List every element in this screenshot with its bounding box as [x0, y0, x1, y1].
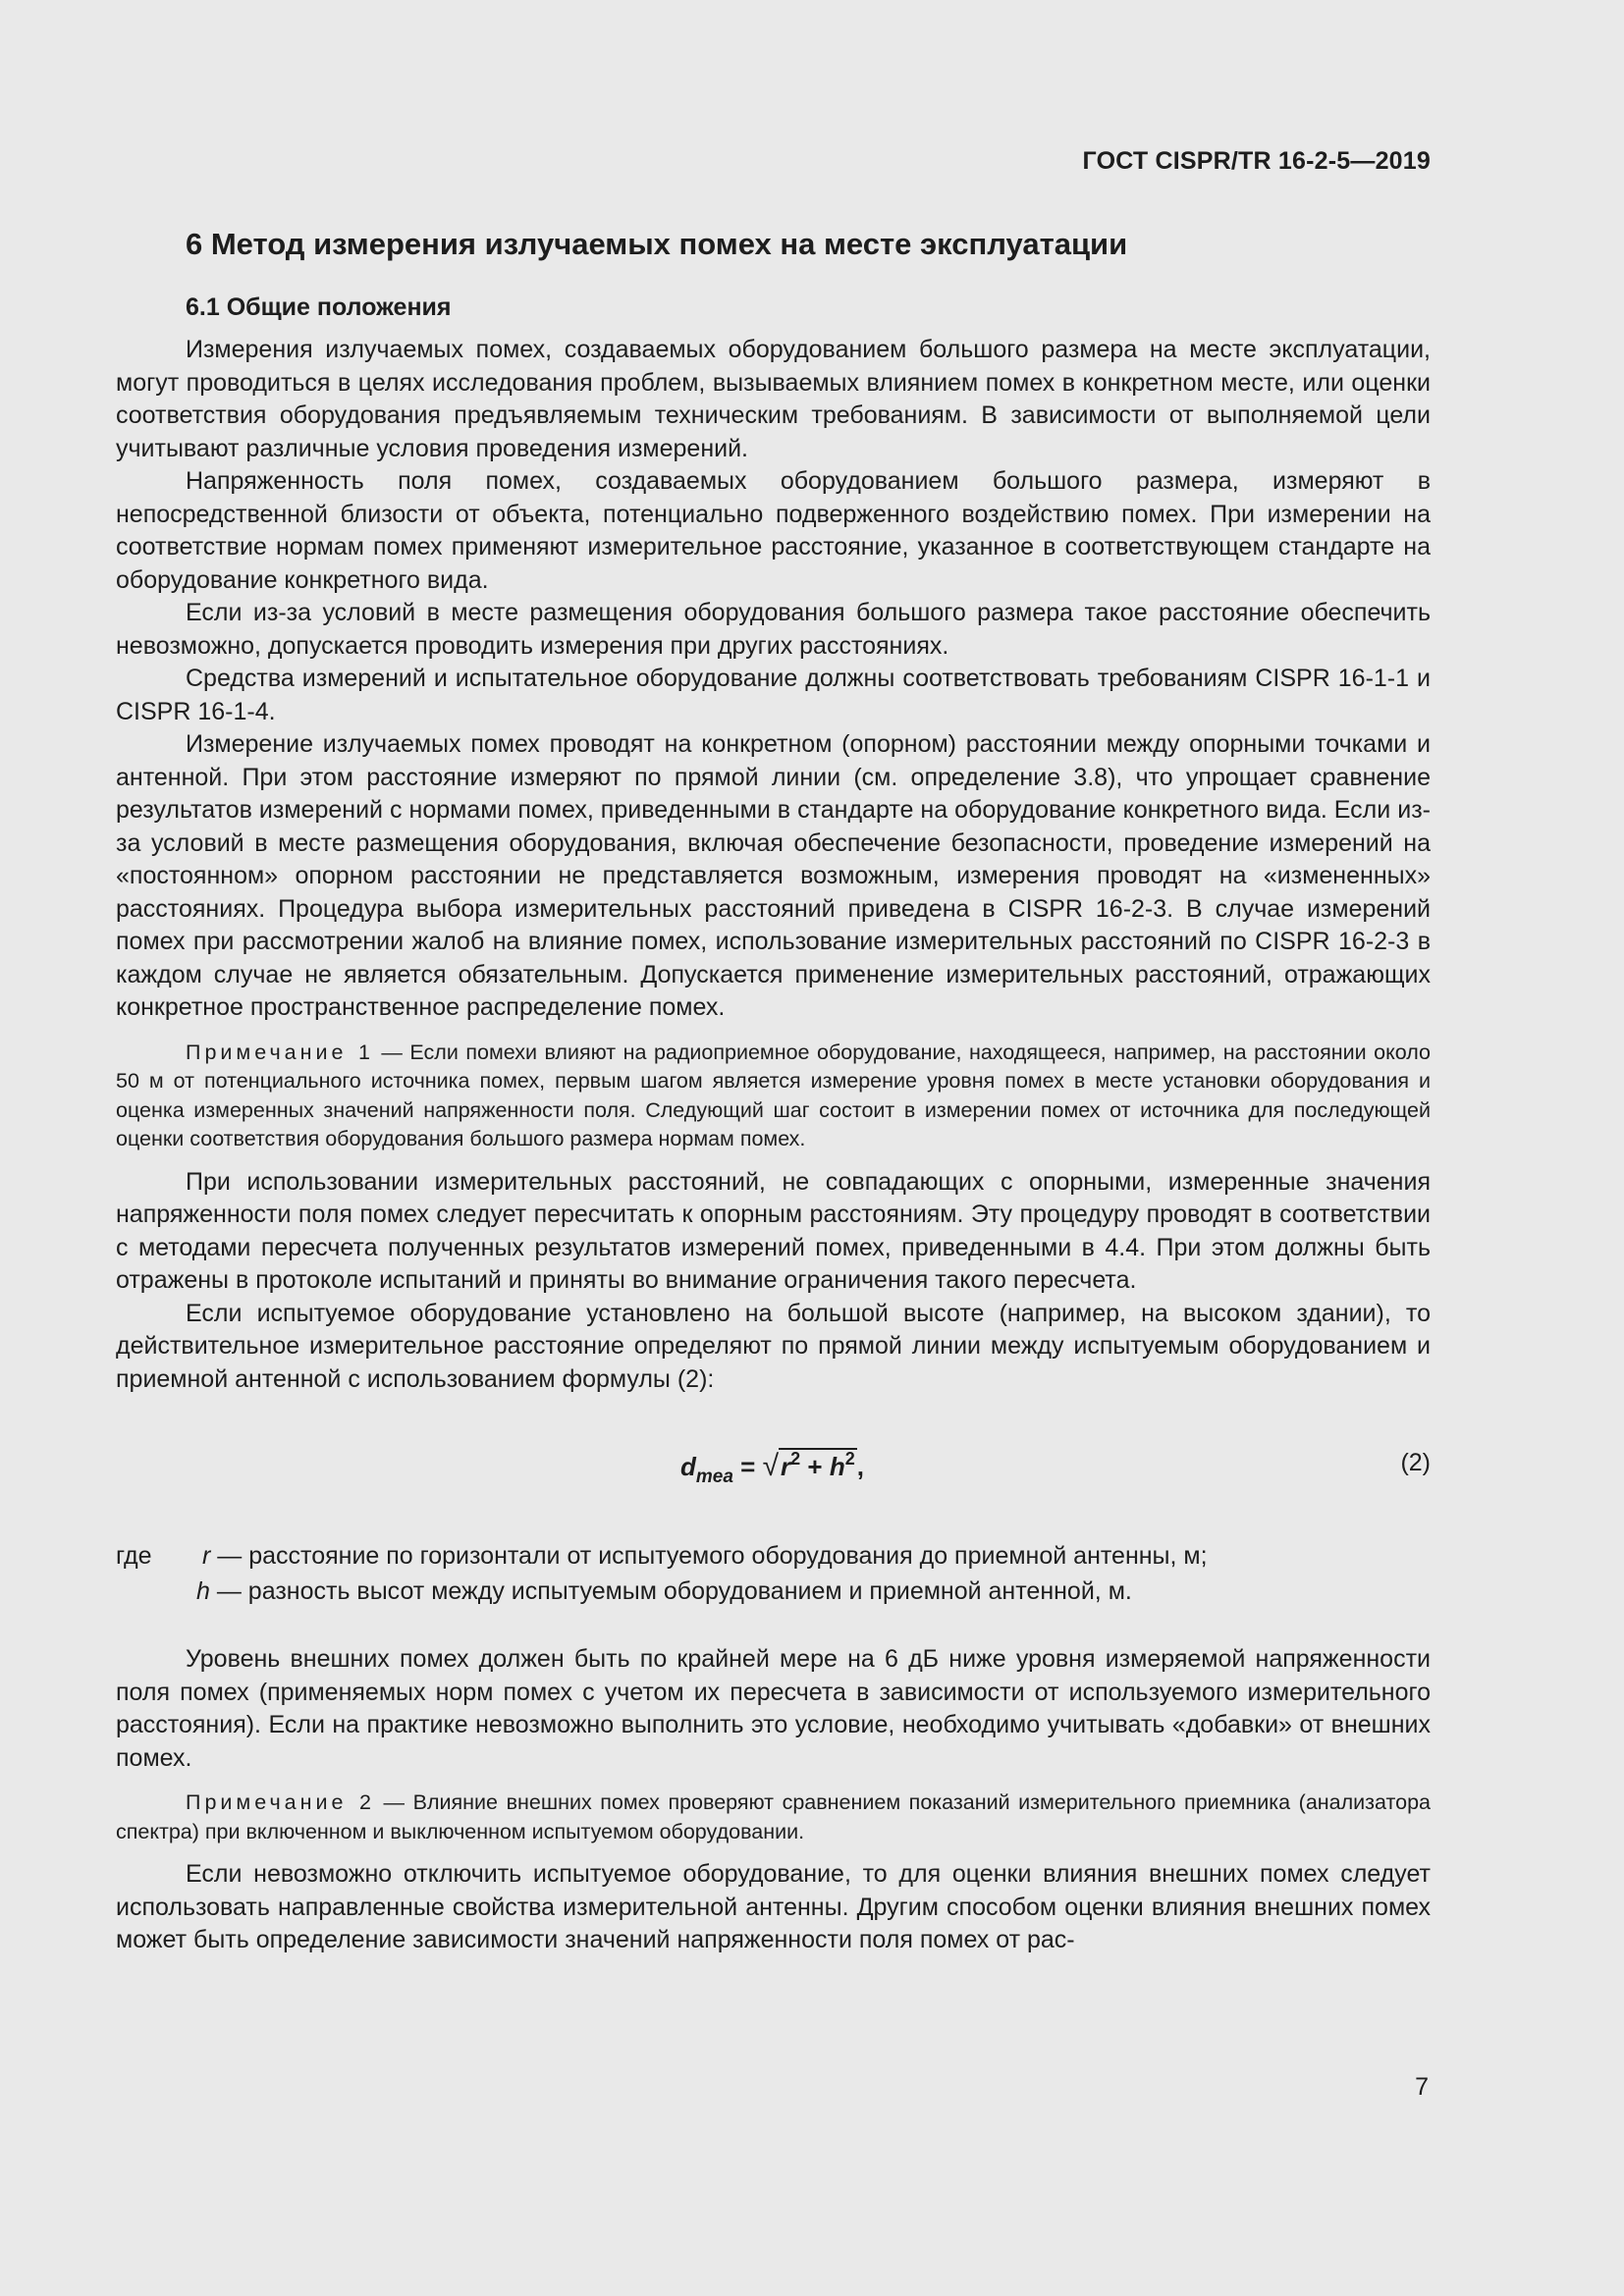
paragraph-4: Средства измерений и испытательное оборудование должны соответствовать требованиям CISPR 16-1-1 и CISPR 16-1-4. — [116, 665, 1431, 725]
legend-h-symbol: h — [196, 1577, 210, 1605]
formula-legend — [116, 1539, 1431, 1610]
page-number: 7 — [1415, 2073, 1429, 2101]
legend-r-symbol: r — [202, 1542, 211, 1570]
formula-h: h — [829, 1452, 845, 1481]
formula-radicand — [779, 1448, 857, 1481]
legend-r-text: — расстояние по горизонтали от испытуемого оборудования до приемной антенны, м; — [210, 1542, 1208, 1570]
note-1 — [116, 1039, 1431, 1154]
formula-subscript-mea: mea — [695, 1467, 733, 1487]
paragraph-9: Если невозможно отключить испытуемое оборудование, то для оценки влияния внешних помех следует использовать направленные свойства измерительной антенны. Другим способом оценки влияния внешних помех может быть определение зависимости значений напряженности поля помех от рас- — [116, 1860, 1431, 1953]
formula-number: (2) — [1400, 1449, 1431, 1476]
page-content — [116, 224, 1431, 1957]
subsection-title: 6.1 Общие положения — [186, 294, 452, 321]
formula-r-exponent: 2 — [790, 1449, 801, 1468]
formula-equals: = — [740, 1452, 756, 1481]
note-2-label: Примечание 2 — [186, 1790, 375, 1814]
paragraph-7: Если испытуемое оборудование установлено на большой высоте (например, на высоком здании), то действительное измерительное расстояние определяют по прямой линии между испытуемым оборудованием и приемной антенной с использованием формулы (2): — [116, 1299, 1431, 1393]
note-2-text: — Влияние внешних помех проверяют сравнением показаний измерительного приемника (анализатора спектра) при включенном и выключенном испытуемом оборудовании. — [116, 1790, 1432, 1843]
legend-h — [196, 1575, 1132, 1609]
paragraph-6: При использовании измерительных расстояний, не совпадающих с опорными, измеренные значения напряженности поля помех следует пересчитать к опорным расстояниям. Эту процедуру проводят в соответствии с методами пересчета полученных результатов измерений помех, приведенными в 4.4. При этом должны быть отражены в протоколе испытаний и приняты во внимание ограничения такого пересчета. — [116, 1167, 1431, 1294]
note-1-text: — Если помехи влияют на радиоприемное оборудование, находящееся, например, на расстоянии около 50 м от потенциального источника помех, первым шагом является измерение уровня помех в месте установки оборудования и оценка измеренных значений напряженности поля. Следующий шаг состоит в измерении помех от источника для последующей оценки соответствия оборудования большого размера нормам помех. — [116, 1040, 1431, 1150]
formula-plus: + — [807, 1452, 823, 1481]
paragraph-5: Измерение излучаемых помех проводят на конкретном (опорном) расстоянии между опорными точками и антенной. При этом расстояние измеряют по прямой линии (см. определение 3.8), что упрощает сравнение результатов измерений с нормами помех, приведенными в стандарте на оборудование конкретного вида. Если из-за условий в месте размещения оборудования, включая обеспечение безопасности, проведение измерений на «постоянном» опорном расстоянии не представляется возможным, измерения проводят на «измененных» расстояниях. Процедура выбора измерительных расстояний приведена в CISPR 16-2-3. В случае измерений помех при рассмотрении жалоб на влияние помех, использование измерительных расстояний по CISPR 16-2-3 в каждом случае не является обязательным. Допускается применение измерительных расстояний, отражающих конкретное пространственное распределение помех. — [116, 730, 1431, 1021]
formula-comma: , — [856, 1452, 864, 1481]
formula-d: d — [680, 1452, 696, 1481]
note-2 — [116, 1789, 1431, 1846]
formula-expression — [680, 1449, 864, 1488]
sqrt-icon: √ — [762, 1450, 780, 1482]
paragraph-2: Напряженность поля помех, создаваемых оборудованием большого размера, измеряют в непосредственной близости от объекта, потенциально подверженного воздействию помех. При измерении на соответствие нормам помех применяют измерительное расстояние, указанное в соответствующем стандарте на оборудование конкретного вида. — [116, 467, 1431, 594]
paragraph-8: Уровень внешних помех должен быть по крайней мере на 6 дБ ниже уровня измеряемой напряженности поля помех (применяемых норм помех с учетом их пересчета в зависимости от используемого измерительного расстояния). Если на практике невозможно выполнить это условие, необходимо учитывать «добавки» от внешних помех. — [116, 1645, 1431, 1772]
note-1-label: Примечание 1 — [186, 1040, 374, 1064]
formula-r: r — [781, 1452, 791, 1481]
paragraph-1: Измерения излучаемых помех, создаваемых оборудованием большого размера на месте эксплуатации, могут проводиться в целях исследования проблем, вызываемых влиянием помех в конкретном месте, или оценки соответствия оборудования предъявляемым техническим требованиям. В зависимости от выполняемой цели учитывают различные условия проведения измерений. — [116, 336, 1431, 462]
legend-h-text: — разность высот между испытуемым оборудованием и приемной антенной, м. — [209, 1577, 1132, 1605]
formula-2 — [116, 1443, 1431, 1504]
section-title: 6 Метод измерения излучаемых помех на месте эксплуатации — [186, 227, 1128, 261]
document-code: ГОСТ CISPR/TR 16-2-5—2019 — [1082, 147, 1431, 175]
legend-r — [202, 1539, 1208, 1574]
formula-h-exponent: 2 — [844, 1449, 855, 1468]
paragraph-3: Если из-за условий в месте размещения оборудования большого размера такое расстояние обеспечить невозможно, допускается проводить измерения при других расстояниях. — [116, 599, 1431, 660]
legend-label: где — [116, 1542, 152, 1570]
